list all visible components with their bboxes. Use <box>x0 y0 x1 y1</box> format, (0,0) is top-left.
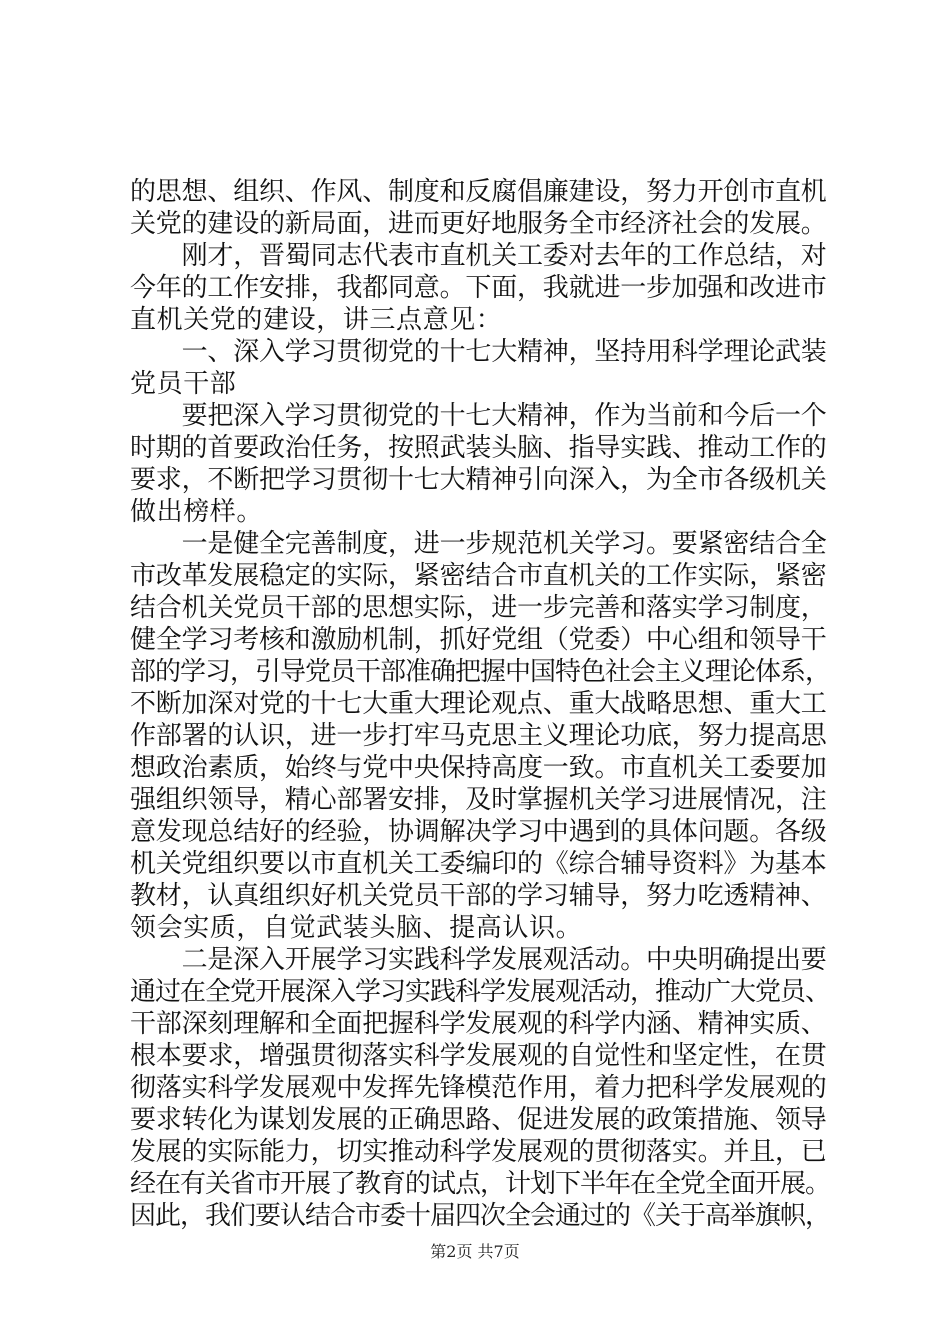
text-line: 要求转化为谋划发展的正确思路、促进发展的政策措施、领导 <box>130 1105 827 1135</box>
text-line: 今年的工作安排，我都同意。下面，我就进一步加强和改进市 <box>130 273 827 303</box>
text-line: 要把深入学习贯彻党的十七大精神，作为当前和今后一个 <box>130 401 827 431</box>
section-heading-line: 一、深入学习贯彻党的十七大精神，坚持用科学理论武装 <box>130 337 827 367</box>
text-line: 健全学习考核和激励机制，抓好党组（党委）中心组和领导干 <box>130 625 827 655</box>
text-line: 要求，不断把学习贯彻十七大精神引向深入，为全市各级机关 <box>130 465 827 495</box>
section-heading-line: 党员干部 <box>130 369 237 399</box>
text-line: 不断加深对党的十七大重大理论观点、重大战略思想、重大工 <box>130 689 827 719</box>
text-line: 教材，认真组织好机关党员干部的学习辅导，努力吃透精神、 <box>130 881 827 911</box>
text-line: 做出榜样。 <box>130 497 264 527</box>
text-line: 市改革发展稳定的实际，紧密结合市直机关的工作实际，紧密 <box>130 561 827 591</box>
text-line: 一是健全完善制度，进一步规范机关学习。要紧密结合全 <box>130 529 827 559</box>
text-line: 部的学习，引导党员干部准确把握中国特色社会主义理论体系， <box>130 657 831 687</box>
text-line: 因此，我们要认结合市委十届四次全会通过的《关于高举旗帜， <box>130 1201 831 1231</box>
text-line: 经在有关省市开展了教育的试点，计划下半年在全党全面开展。 <box>130 1169 831 1199</box>
text-line: 想政治素质，始终与党中央保持高度一致。市直机关工委要加 <box>130 753 827 783</box>
text-line: 结合机关党员干部的思想实际，进一步完善和落实学习制度， <box>130 593 827 623</box>
page-footer: 第2页 共7页 <box>430 1242 520 1261</box>
text-line: 强组织领导，精心部署安排，及时掌握机关学习进展情况，注 <box>130 785 827 815</box>
text-line: 彻落实科学发展观中发挥先锋模范作用，着力把科学发展观的 <box>130 1073 827 1103</box>
text-line: 通过在全党开展深入学习实践科学发展观活动，推动广大党员、 <box>130 977 831 1007</box>
text-line: 直机关党的建设，讲三点意见： <box>130 305 503 335</box>
text-line: 时期的首要政治任务，按照武装头脑、指导实践、推动工作的 <box>130 433 827 463</box>
text-line: 干部深刻理解和全面把握科学发展观的科学内涵、精神实质、 <box>130 1009 827 1039</box>
text-line: 领会实质，自觉武装头脑、提高认识。 <box>130 913 583 943</box>
text-line: 机关党组织要以市直机关工委编印的《综合辅导资料》为基本 <box>130 849 827 879</box>
body-text <box>130 176 830 1232</box>
text-line: 意发现总结好的经验，协调解决学习中遇到的具体问题。各级 <box>130 817 827 847</box>
text-line: 作部署的认识，进一步打牢马克思主义理论功底，努力提高思 <box>130 721 827 751</box>
text-line: 二是深入开展学习实践科学发展观活动。中央明确提出要 <box>130 945 827 975</box>
text-line: 根本要求，增强贯彻落实科学发展观的自觉性和坚定性，在贯 <box>130 1041 827 1071</box>
text-line: 刚才，晋蜀同志代表市直机关工委对去年的工作总结，对 <box>130 241 827 271</box>
text-line: 的思想、组织、作风、制度和反腐倡廉建设，努力开创市直机 <box>130 177 827 207</box>
text-line: 发展的实际能力，切实推动科学发展观的贯彻落实。并且，已 <box>130 1137 827 1167</box>
text-line: 关党的建设的新局面，进而更好地服务全市经济社会的发展。 <box>130 209 827 239</box>
